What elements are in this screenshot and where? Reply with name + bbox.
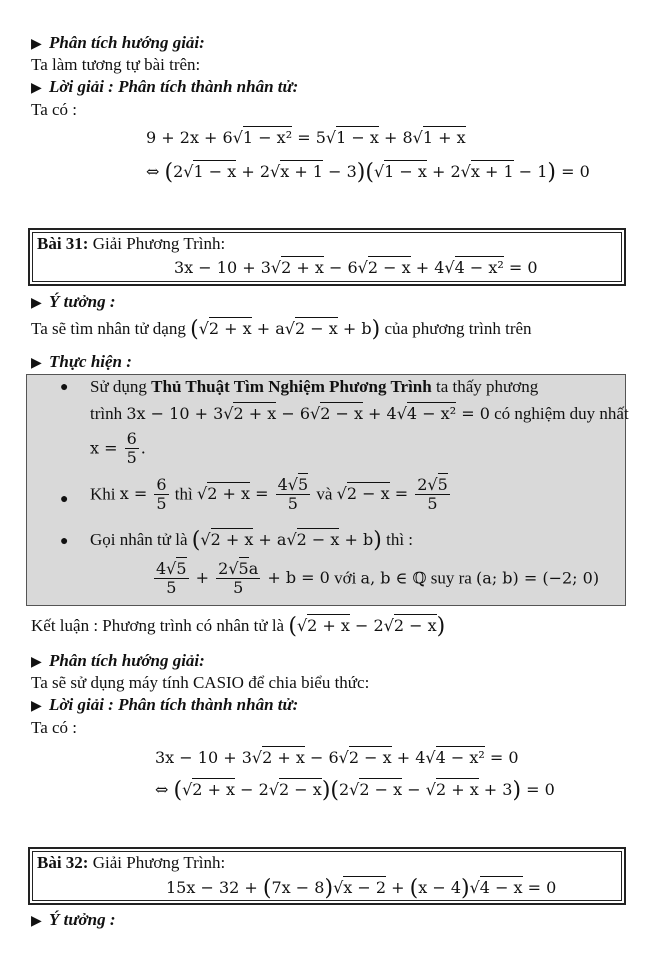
triangle-bullet-icon: ▶ — [31, 296, 42, 311]
equation-2: ⇔ (2√1 − x + 2√x + 1 − 3)(√1 − x + 2√x + 1 − 1) = 0 — [146, 160, 590, 185]
analysis-text-31: Ta sẽ sử dụng máy tính CASIO để chia biểu thức: — [31, 673, 370, 692]
triangle-bullet-icon: ▶ — [31, 699, 42, 714]
have-text-31: Ta có : — [31, 718, 78, 737]
triangle-bullet-icon: ▶ — [31, 356, 42, 371]
idea-text-31: Ta sẽ tìm nhân tử dạng (√2 + x + a√2 − x + b) của phương trình trên — [31, 317, 532, 342]
equation-1: 9 + 2x + 6√1 − x² = 5√1 − x + 8√1 + x — [146, 128, 466, 147]
analysis-heading-1: ▶ Phân tích hướng giải: — [31, 33, 205, 52]
solution-heading-31: ▶ Lời giải : Phân tích thành nhân tử: — [31, 695, 299, 714]
bullet-dot-icon: ● — [60, 534, 69, 549]
triangle-bullet-icon: ▶ — [31, 914, 42, 929]
step-1-line-2: trình 3x − 10 + 3√2 + x − 6√2 − x + 4√4 − x² = 0 có nghiệm duy nhất — [90, 404, 629, 423]
idea-heading-32: ▶ Ý tưởng : — [31, 910, 116, 929]
step-3-line-1: Gọi nhân tử là (√2 + x + a√2 − x + b) thì : — [90, 528, 414, 553]
triangle-bullet-icon: ▶ — [31, 37, 42, 52]
equation-31-factored: ⇔ (√2 + x − 2√2 − x)(2√2 − x − √2 + x + 3) = 0 — [155, 778, 555, 803]
bullet-dot-icon: ● — [60, 492, 69, 507]
step-1-solution: x = $\frac{6}{5}$ . — [90, 429, 146, 468]
step-2: Khi x = $\frac{6}{5}$ thì √2 + x = $\frac{4√5}{5}$ và √2 − x = $\frac{2√5}{5}$ — [90, 475, 448, 514]
step-3-line-2: $\frac{4√5}{5}$ + $\frac{2√5a}{5}$ + b = 0 với a, b ∈ ℚ suy ra (a; b) = (−2; 0) — [156, 559, 600, 598]
problem-32-equation: 15x − 32 + (7x − 8)√x − 2 + (x − 4)√4 − x = 0 — [166, 876, 557, 901]
analysis-text-1: Ta làm tương tự bài trên: — [31, 55, 201, 74]
step-1-line-1: Sử dụng Thủ Thuật Tìm Nghiệm Phương Trình ta thấy phương — [90, 377, 539, 396]
solution-heading-1: ▶ Lời giải : Phân tích thành nhân tử: — [31, 77, 299, 96]
problem-32-title: Bài 32: Giải Phương Trình: — [37, 853, 226, 872]
problem-31-title: Bài 31: Giải Phương Trình: — [37, 234, 226, 253]
have-text-1: Ta có : — [31, 100, 78, 119]
triangle-bullet-icon: ▶ — [31, 81, 42, 96]
equation-31-restated: 3x − 10 + 3√2 + x − 6√2 − x + 4√4 − x² = 0 — [155, 748, 519, 767]
idea-heading-31: ▶ Ý tưởng : — [31, 292, 116, 311]
analysis-heading-31: ▶ Phân tích hướng giải: — [31, 651, 205, 670]
do-heading-31: ▶ Thực hiện : — [31, 352, 132, 371]
bullet-dot-icon: ● — [60, 380, 69, 395]
problem-31-equation: 3x − 10 + 3√2 + x − 6√2 − x + 4√4 − x² = 0 — [174, 258, 538, 277]
triangle-bullet-icon: ▶ — [31, 655, 42, 670]
conclusion-31: Kết luận : Phương trình có nhân tử là (√2 + x − 2√2 − x) — [31, 614, 446, 639]
